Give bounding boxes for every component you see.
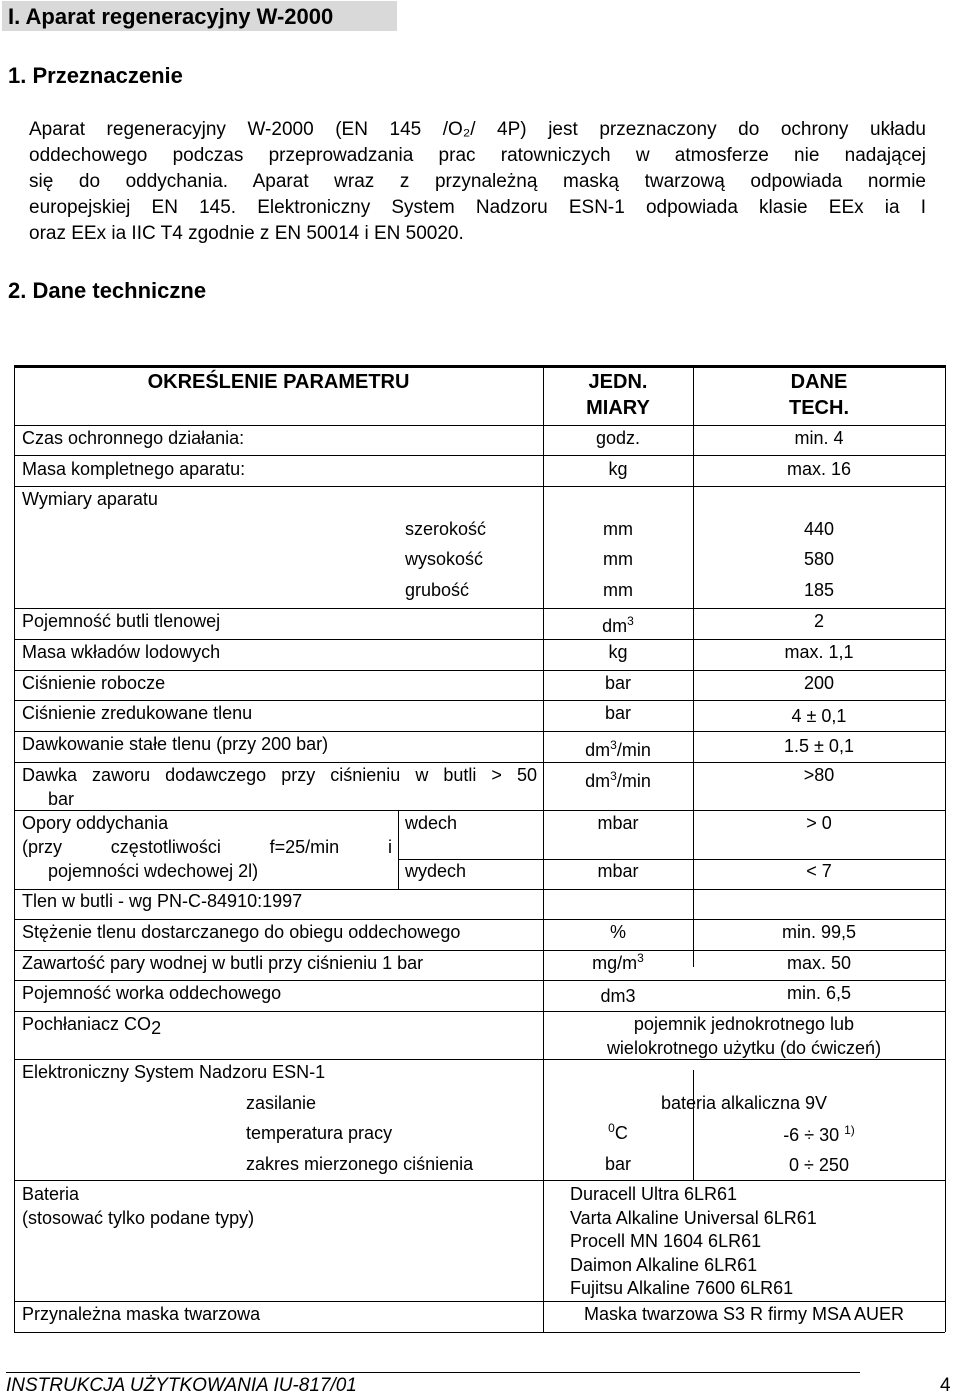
table-rule: [14, 810, 945, 811]
row-label: Ciśnienie robocze: [22, 673, 166, 693]
table-rule: [14, 455, 945, 456]
row-label: Przynależna maska twarzowa: [22, 1304, 261, 1324]
table-col-divider: [543, 365, 544, 1332]
table-rule: [14, 950, 945, 951]
row-value: bateria alkaliczna 9V: [660, 1093, 828, 1113]
row-value: 0 ÷ 250: [789, 1155, 849, 1175]
section-heading-purpose: 1. Przeznaczenie: [8, 63, 183, 88]
row-label: Pochłaniacz CO2: [22, 1014, 162, 1038]
table-rule: [398, 859, 945, 860]
table-rule: [14, 980, 945, 981]
row-label: Ciśnienie zredukowane tlenu: [22, 703, 253, 723]
table-rule: [14, 486, 945, 487]
row-label: Pojemność butli tlenowej: [22, 611, 221, 631]
table-col-divider: [398, 810, 399, 889]
row-sublabel: wydech: [405, 861, 467, 881]
col-header-parameter: OKREŚLENIE PARAMETRU: [147, 371, 410, 393]
row-label-cont: pojemności wdechowej 2l): [48, 861, 259, 881]
row-unit: $dm^3/\min$: [585, 738, 651, 760]
row-unit: mbar: [597, 813, 639, 833]
table-rule: [14, 639, 945, 640]
row-unit: bar: [604, 1154, 631, 1174]
row-unit: godz.: [595, 428, 641, 448]
row-unit: mbar: [597, 861, 639, 881]
row-label: Zawartość pary wodnej w butli przy ciśnieniu 1 bar: [22, 953, 424, 973]
row-unit: dm3: [600, 986, 636, 1006]
purpose-line: się do oddychania. Aparat wraz z przynależną maską twarzową odpowiada normie: [29, 171, 926, 192]
row-value: > 0: [806, 813, 832, 833]
table-rule: [14, 1059, 945, 1060]
battery-type: Varta Alkaline Universal 6LR61: [570, 1208, 817, 1228]
row-value: min. 6,5: [786, 983, 852, 1003]
row-value: 2: [813, 611, 824, 631]
table-rule: [14, 608, 945, 609]
table-rule: [14, 1180, 945, 1181]
row-sublabel: zakres mierzonego ciśnienia: [246, 1154, 474, 1174]
table-right-border: [945, 365, 946, 1332]
table-rule: [14, 731, 945, 732]
row-unit: mm: [603, 549, 633, 569]
row-sublabel: zasilanie: [246, 1093, 317, 1113]
table-rule: [14, 1301, 945, 1302]
row-unit: $dm^3$: [602, 614, 634, 636]
row-label: Masa wkładów lodowych: [22, 642, 221, 662]
row-sublabel: wysokość: [405, 549, 484, 569]
row-label: Czas ochronnego działania:: [22, 428, 245, 448]
row-value: wielokrotnego użytku (do ćwiczeń): [606, 1038, 882, 1058]
battery-type: Daimon Alkaline 6LR61: [570, 1255, 758, 1275]
row-unit: bar: [604, 673, 631, 693]
row-value: max. 50: [786, 953, 852, 973]
row-sublabel: szerokość: [405, 519, 487, 539]
row-unit: $mg/m^3$: [592, 951, 644, 973]
row-label: Opory oddychania: [22, 813, 169, 833]
row-label: Bateria: [22, 1184, 80, 1204]
purpose-line: Aparat regeneracyjny W-2000 (EN 145 /O₂/ 4P) jest przeznaczony do ochrony układu: [29, 119, 926, 140]
row-value: 580: [803, 549, 835, 569]
row-value: 4 ± 0,1: [791, 706, 847, 726]
row-unit: mm: [603, 580, 633, 600]
col-header-unit-1: JEDN.: [588, 371, 648, 393]
table-rule: [14, 700, 945, 701]
row-value: 200: [803, 673, 835, 693]
col-header-data-1: DANE: [790, 371, 848, 393]
row-sublabel: temperatura pracy: [246, 1123, 393, 1143]
table-rule: [14, 1011, 945, 1012]
row-label-cont: bar: [48, 789, 75, 809]
col-header-unit-2: MIARY: [586, 397, 650, 419]
footer-rule: [6, 1372, 860, 1373]
table-rule: [14, 1332, 945, 1333]
col-header-data-2: TECH.: [789, 397, 849, 419]
table-rule: [14, 919, 945, 920]
row-unit: $dm^3/\min$: [585, 769, 651, 791]
battery-type: Procell MN 1604 6LR61: [570, 1231, 762, 1251]
row-value: min. 99,5: [781, 922, 857, 942]
row-label-cont: (przy częstotliwości f=25/min i: [22, 837, 392, 857]
table-rule: [14, 670, 945, 671]
battery-type: Fujitsu Alkaline 7600 6LR61: [570, 1278, 794, 1298]
row-unit: $^0$C: [608, 1121, 628, 1143]
row-unit: kg: [608, 642, 628, 662]
row-value: 185: [803, 580, 835, 600]
row-label: Masa kompletnego aparatu:: [22, 459, 246, 479]
row-label: Pojemność worka oddechowego: [22, 983, 282, 1003]
row-value: min. 4: [794, 428, 844, 448]
row-value: max. 1,1: [784, 642, 854, 662]
row-unit: kg: [608, 459, 628, 479]
row-value: Maska twarzowa S3 R firmy MSA AUER: [583, 1304, 905, 1324]
row-label: Wymiary aparatu: [22, 489, 158, 509]
row-label: Elektroniczny System Nadzoru ESN-1: [22, 1062, 326, 1082]
footer-document-id: INSTRUKCJA UŻYTKOWANIA IU-817/01: [6, 1375, 357, 1396]
row-value: -6 ÷ 30 $^{1)}$: [783, 1123, 855, 1145]
row-unit: mm: [603, 519, 633, 539]
row-value: 440: [803, 519, 835, 539]
row-label: Tlen w butli - wg PN-C-84910:1997: [22, 891, 303, 911]
row-value: 1.5 ± 0,1: [784, 736, 854, 756]
row-unit: bar: [604, 703, 631, 723]
purpose-line: oddechowego podczas przeprowadzania prac ratowniczych w atmosferze nie nadającej: [29, 145, 926, 166]
table-rule: [14, 762, 945, 763]
row-label: Dawkowanie stałe tlenu (przy 200 bar): [22, 734, 329, 754]
row-label: Stężenie tlenu dostarczanego do obiegu oddechowego: [22, 922, 461, 942]
page-number: 4: [940, 1375, 951, 1396]
table-rule: [14, 889, 945, 890]
battery-type: Duracell Ultra 6LR61: [570, 1184, 738, 1204]
page-title: I. Aparat regeneracyjny W-2000: [8, 4, 334, 29]
row-value: max. 16: [786, 459, 852, 479]
row-value: < 7: [806, 861, 832, 881]
section-heading-tech-data: 2. Dane techniczne: [8, 278, 207, 303]
row-value: pojemnik jednokrotnego lub: [633, 1014, 855, 1034]
row-label-cont: (stosować tylko podane typy): [22, 1208, 255, 1228]
row-unit: %: [609, 922, 626, 942]
row-sublabel: wdech: [405, 813, 458, 833]
row-value: >80: [803, 765, 835, 785]
table-rule: [14, 425, 945, 426]
purpose-line: oraz EEx ia IIC T4 zgodnie z EN 50014 i EN 50020.: [29, 223, 464, 244]
row-sublabel: grubość: [405, 580, 470, 600]
row-label: Dawka zaworu dodawczego przy ciśnieniu w butli > 50: [22, 765, 537, 785]
purpose-line: europejskiej EN 145. Elektroniczny System Nadzoru ESN-1 odpowiada klasie EEx ia I: [29, 197, 926, 218]
table-left-border: [14, 365, 15, 1332]
